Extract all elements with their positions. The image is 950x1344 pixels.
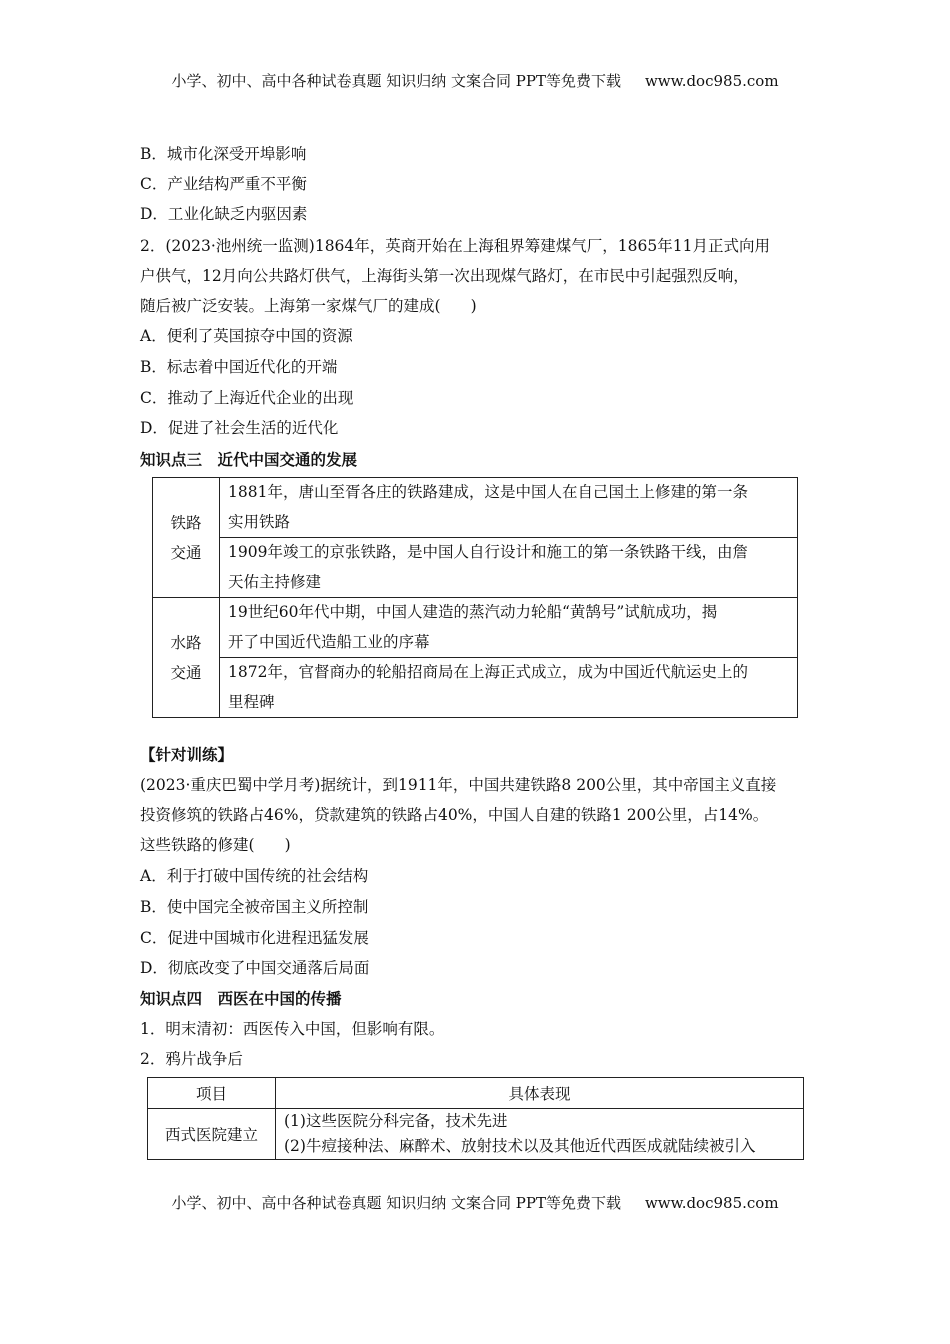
category-railway — [153, 478, 220, 598]
detail-line: (2)牛痘接种法、麻醉术、放射技术以及其他近代西医成就陆续被引入 — [284, 1137, 756, 1155]
waterway-item-2 — [220, 658, 798, 718]
waterway-item-1 — [220, 598, 798, 658]
q2-stem-text: 随后被广泛安装。上海第一家煤气厂的建成( — [140, 297, 441, 315]
railway-item-1 — [220, 478, 798, 538]
page-footer — [0, 1192, 950, 1213]
q2-stem-line-3 — [140, 296, 477, 316]
category-waterway — [153, 598, 220, 718]
row-label-hospital: 西式医院建立 — [148, 1109, 276, 1160]
training-option-a: A．利于打破中国传统的社会结构 — [140, 867, 369, 885]
cell-line: 里程碑 — [228, 692, 275, 711]
training-option-c: C．促进中国城市化进程迅猛发展 — [140, 929, 369, 947]
header-url[interactable]: www.doc985.com — [644, 72, 779, 90]
q2-option-c: C．推动了上海近代企业的出现 — [140, 389, 354, 407]
section3-title: 知识点三 近代中国交通的发展 — [140, 450, 358, 469]
q2-option-d: D．促进了社会生活的近代化 — [140, 419, 339, 437]
detail-line: (1)这些医院分科完备，技术先进 — [284, 1112, 508, 1130]
training-title: 【针对训练】 — [140, 745, 234, 764]
cell-line: 19世纪60年代中期，中国人建造的蒸汽动力轮船“黄鹄号”试航成功，揭 — [228, 603, 718, 621]
table-row — [153, 478, 798, 538]
table-row — [153, 658, 798, 718]
table-row — [153, 598, 798, 658]
railway-item-2 — [220, 538, 798, 598]
q2-answer-bracket-close: ) — [470, 297, 477, 315]
q1-option-b: B．城市化深受开埠影响 — [140, 145, 307, 163]
cell-line: 1872年，官督商办的轮船招商局在上海正式成立，成为中国近代航运史上的 — [228, 663, 748, 681]
section4-point-1: 1．明末清初：西医传入中国，但影响有限。 — [140, 1020, 445, 1038]
footer-text: 小学、初中、高中各种试卷真题 知识归纳 文案合同 PPT等免费下载 — [171, 1194, 621, 1212]
header-text: 小学、初中、高中各种试卷真题 知识归纳 文案合同 PPT等免费下载 — [171, 72, 621, 90]
cell-line: 1909年竣工的京张铁路，是中国人自行设计和施工的第一条铁路干线，由詹 — [228, 543, 748, 561]
cell-line: 实用铁路 — [228, 512, 291, 531]
training-stem-line-1: (2023·重庆巴蜀中学月考)据统计，到1911年，中国共建铁路8 200公里，其中帝国主义直接 — [140, 776, 777, 794]
category-line: 交通 — [170, 663, 202, 682]
section4-point-2: 2．鸦片战争后 — [140, 1050, 243, 1068]
table-row — [148, 1109, 804, 1160]
training-stem-line-2: 投资修筑的铁路占46%，贷款建筑的铁路占40%，中国人自建的铁路1 200公里，占14%。 — [140, 806, 769, 824]
training-option-d: D．彻底改变了中国交通落后局面 — [140, 959, 370, 977]
header-item: 项目 — [148, 1078, 276, 1109]
training-stem-text: 这些铁路的修建( — [140, 836, 255, 854]
q2-stem-line-2: 户供气，12月向公共路灯供气，上海街头第一次出现煤气路灯，在市民中引起强烈反响， — [140, 267, 749, 285]
table-row — [153, 538, 798, 598]
cell-line: 天佑主持修建 — [228, 572, 322, 591]
q2-option-a: A．便利了英国掠夺中国的资源 — [140, 327, 353, 345]
transport-table — [152, 477, 798, 718]
western-medicine-table — [147, 1077, 804, 1160]
category-line: 交通 — [170, 543, 202, 562]
q1-option-d: D．工业化缺乏内驱因素 — [140, 205, 308, 223]
table-header-row — [148, 1078, 804, 1109]
category-line: 铁路 — [170, 513, 202, 532]
q1-option-c: C．产业结构严重不平衡 — [140, 175, 307, 193]
section4-title: 知识点四 西医在中国的传播 — [140, 989, 342, 1008]
page-header — [0, 70, 950, 91]
category-line: 水路 — [170, 633, 202, 652]
row-detail — [276, 1109, 804, 1160]
training-option-b: B．使中国完全被帝国主义所控制 — [140, 898, 369, 916]
footer-url[interactable]: www.doc985.com — [644, 1194, 779, 1212]
q2-stem-line-1: 2．(2023·池州统一监测)1864年，英商开始在上海租界筹建煤气厂，1865年11月正式向用 — [140, 237, 770, 255]
training-stem-line-3 — [140, 835, 291, 855]
cell-line: 1881年，唐山至胥各庄的铁路建成，这是中国人在自己国土上修建的第一条 — [228, 483, 748, 501]
cell-line: 开了中国近代造船工业的序幕 — [228, 632, 430, 651]
training-answer-bracket-close: ) — [284, 836, 291, 854]
q2-option-b: B．标志着中国近代化的开端 — [140, 358, 338, 376]
header-detail: 具体表现 — [276, 1078, 804, 1109]
